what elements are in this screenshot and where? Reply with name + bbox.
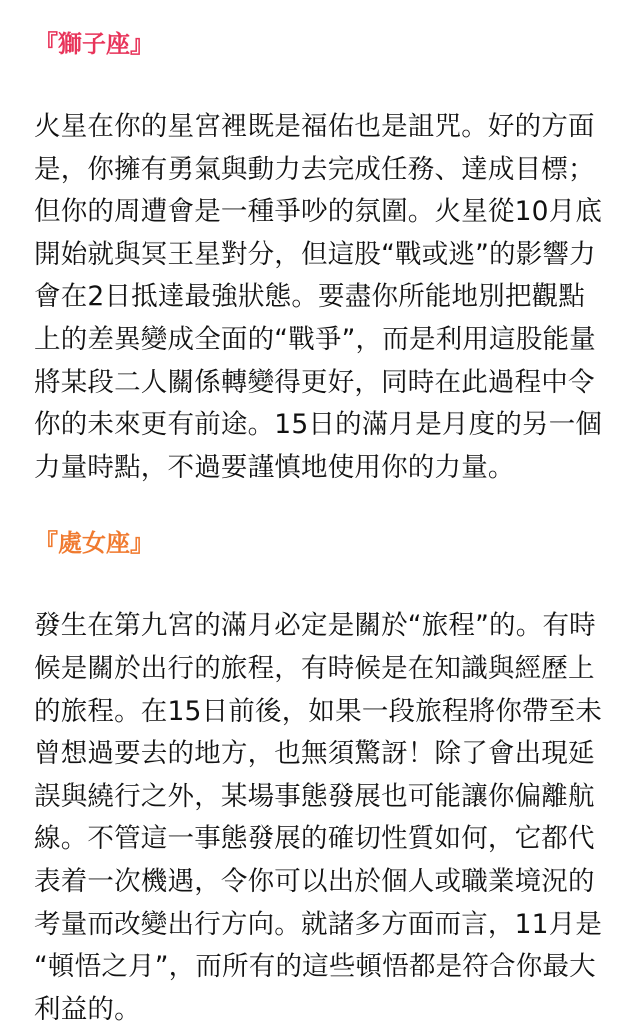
paragraph-line: “頓悟之月”，而所有的這些頓悟都是符合你最大 <box>34 951 596 983</box>
leo-heading: 『獅子座』 <box>34 30 154 58</box>
leo-section <box>34 24 610 489</box>
paragraph-line: 的旅程。在15日前後，如果一段旅程將你帶至未 <box>34 695 603 727</box>
paragraph-line: 考量而改變出行方向。就諸多方面而言，11月是 <box>34 908 603 940</box>
paragraph-line: 誤與繞行之外，某場事態發展也可能讓你偏離航 <box>34 780 595 812</box>
section-spacer <box>34 489 610 523</box>
paragraph-line: 火星在你的星宮裡既是福佑也是詛咒。好的方面 <box>34 111 595 142</box>
paragraph-line: 力量時點，不過要謹慎地使用你的力量。 <box>34 451 515 483</box>
paragraph-line: 開始就與冥王星對分，但這股“戰或逃”的影響力 <box>34 238 596 270</box>
paragraph-line: 發生在第九宮的滿月必定是關於“旅程”的。有時 <box>34 610 596 642</box>
paragraph-line: 你的未來更有前途。15日的滿月是月度的另一個 <box>34 409 603 441</box>
paragraph-line: 會在2日抵達最強狀態。要盡你所能地別把觀點 <box>34 281 586 313</box>
paragraph-line: 但你的周遭會是一種爭吵的氛圍。火星從10月底 <box>34 196 603 228</box>
paragraph-line: 是，你擁有勇氣與動力去完成任務、達成目標； <box>34 153 595 185</box>
paragraph-line: 表着一次機遇，令你可以出於個人或職業境況的 <box>34 865 595 897</box>
paragraph-line: 曾想過要去的地方，也無須驚訝！除了會出現延 <box>34 738 595 770</box>
paragraph-line: 候是關於出行的旅程，有時候是在知識與經歷上 <box>34 652 595 684</box>
paragraph-line: 將某段二人關係轉變得更好，同時在此過程中令 <box>34 366 595 398</box>
paragraph-line: 上的差異變成全面的“戰爭”，而是利用這股能量 <box>34 323 596 355</box>
horoscope-article <box>34 24 610 1031</box>
virgo-paragraph <box>34 605 610 1031</box>
paragraph-line: 線。不管這一事態發展的確切性質如何，它都代 <box>34 823 595 855</box>
virgo-section <box>34 523 610 1031</box>
paragraph-line: 利益的。 <box>34 993 141 1025</box>
virgo-heading: 『處女座』 <box>34 529 154 558</box>
leo-paragraph <box>34 106 610 489</box>
